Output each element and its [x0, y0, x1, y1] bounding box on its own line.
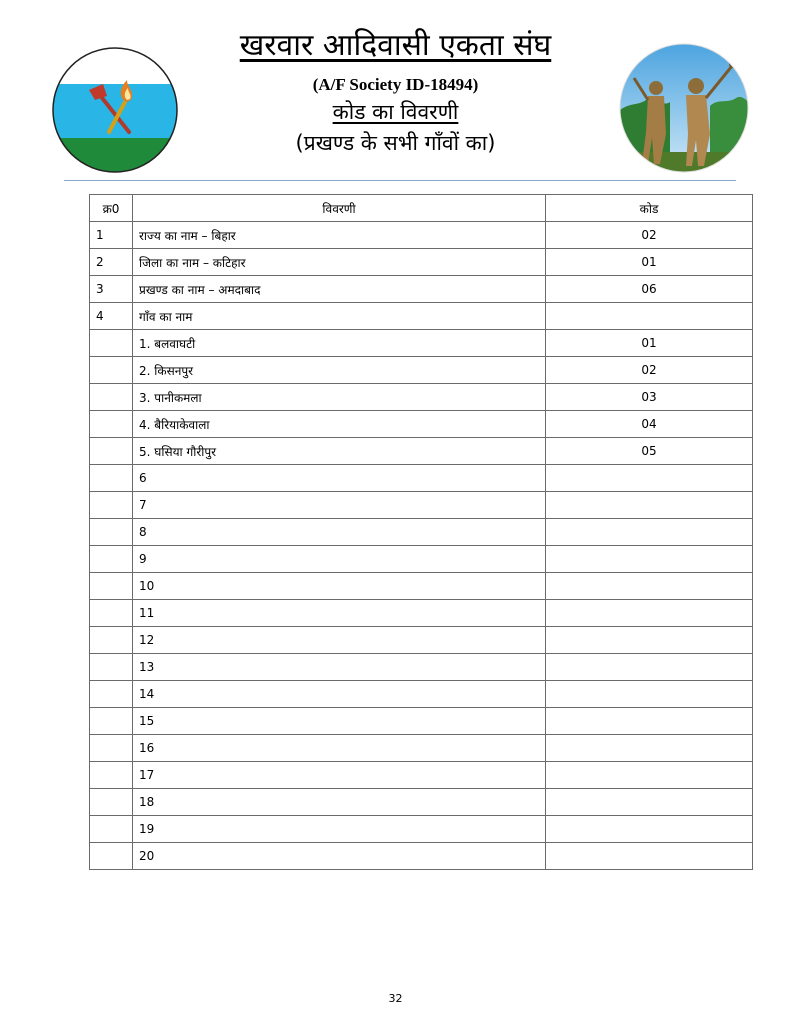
table-row	[90, 438, 753, 465]
row-code	[546, 762, 753, 789]
row-code	[546, 735, 753, 762]
row-code: 03	[546, 384, 753, 411]
header-code: कोड	[546, 195, 753, 222]
page-number: 32	[388, 992, 403, 1005]
row-description: गाँव का नाम	[133, 303, 546, 330]
row-code: 02	[546, 222, 753, 249]
row-code	[546, 573, 753, 600]
row-code	[546, 600, 753, 627]
row-description: 2. किसनपुर	[133, 357, 546, 384]
row-code	[546, 546, 753, 573]
row-code	[546, 303, 753, 330]
row-description: 7	[133, 492, 546, 519]
row-description: 3. पानीकमला	[133, 384, 546, 411]
table-row	[90, 276, 753, 303]
row-description: 13	[133, 654, 546, 681]
row-description: 20	[133, 843, 546, 870]
row-serial	[90, 681, 133, 708]
row-serial	[90, 573, 133, 600]
row-code: 01	[546, 330, 753, 357]
row-code	[546, 681, 753, 708]
row-serial	[90, 654, 133, 681]
row-serial	[90, 735, 133, 762]
table-row	[90, 735, 753, 762]
row-serial	[90, 357, 133, 384]
row-code	[546, 465, 753, 492]
code-table	[89, 194, 753, 870]
row-serial	[90, 843, 133, 870]
society-id: (A/F Society ID-18494)	[312, 75, 479, 94]
row-serial	[90, 438, 133, 465]
table-row	[90, 546, 753, 573]
row-serial	[90, 546, 133, 573]
table-row	[90, 654, 753, 681]
row-serial	[90, 816, 133, 843]
row-serial	[90, 519, 133, 546]
row-serial	[90, 627, 133, 654]
table-row	[90, 573, 753, 600]
row-code: 06	[546, 276, 753, 303]
page-subtitle: कोड का विवरणी	[332, 100, 459, 124]
page-subtitle-note: (प्रखण्ड के सभी गाँवों का)	[295, 131, 496, 155]
row-serial	[90, 411, 133, 438]
row-code	[546, 708, 753, 735]
table-row	[90, 384, 753, 411]
table-row	[90, 492, 753, 519]
row-description: 4. बैरियाकेवाला	[133, 411, 546, 438]
row-serial	[90, 789, 133, 816]
row-description: 8	[133, 519, 546, 546]
row-code	[546, 627, 753, 654]
row-code: 02	[546, 357, 753, 384]
row-serial: 2	[90, 249, 133, 276]
table-row	[90, 762, 753, 789]
row-description: 9	[133, 546, 546, 573]
table-row	[90, 708, 753, 735]
table-row	[90, 222, 753, 249]
row-description: 14	[133, 681, 546, 708]
row-code: 04	[546, 411, 753, 438]
table-row	[90, 681, 753, 708]
org-title: खरवार आदिवासी एकता संघ	[239, 28, 552, 63]
row-serial	[90, 600, 133, 627]
table-row	[90, 465, 753, 492]
header-description: विवरणी	[133, 195, 546, 222]
table-header-row	[90, 195, 753, 222]
row-description: 5. घसिया गौरीपुर	[133, 438, 546, 465]
row-code	[546, 492, 753, 519]
header-divider	[64, 180, 736, 181]
row-serial	[90, 708, 133, 735]
row-serial: 4	[90, 303, 133, 330]
table-row	[90, 303, 753, 330]
row-description: 17	[133, 762, 546, 789]
table-row	[90, 627, 753, 654]
row-code	[546, 789, 753, 816]
row-description: 6	[133, 465, 546, 492]
row-description: 10	[133, 573, 546, 600]
table-row	[90, 519, 753, 546]
row-description: 19	[133, 816, 546, 843]
row-serial: 1	[90, 222, 133, 249]
row-description: 16	[133, 735, 546, 762]
row-description: 18	[133, 789, 546, 816]
row-code: 05	[546, 438, 753, 465]
row-serial	[90, 492, 133, 519]
table-row	[90, 843, 753, 870]
row-description: 1. बलवाघटी	[133, 330, 546, 357]
row-description: 12	[133, 627, 546, 654]
table-row	[90, 330, 753, 357]
table-row	[90, 411, 753, 438]
row-description: जिला का नाम – कटिहार	[133, 249, 546, 276]
header-serial: क्र0	[90, 195, 133, 222]
row-code	[546, 519, 753, 546]
table-row	[90, 357, 753, 384]
row-code: 01	[546, 249, 753, 276]
row-serial	[90, 330, 133, 357]
table-row	[90, 600, 753, 627]
row-serial	[90, 762, 133, 789]
row-code	[546, 654, 753, 681]
row-description: 15	[133, 708, 546, 735]
table-row	[90, 249, 753, 276]
row-code	[546, 816, 753, 843]
row-description: प्रखण्ड का नाम – अमदाबाद	[133, 276, 546, 303]
row-serial: 3	[90, 276, 133, 303]
row-description: राज्य का नाम – बिहार	[133, 222, 546, 249]
table-row	[90, 789, 753, 816]
row-code	[546, 843, 753, 870]
row-serial	[90, 384, 133, 411]
row-serial	[90, 465, 133, 492]
table-row	[90, 816, 753, 843]
row-description: 11	[133, 600, 546, 627]
